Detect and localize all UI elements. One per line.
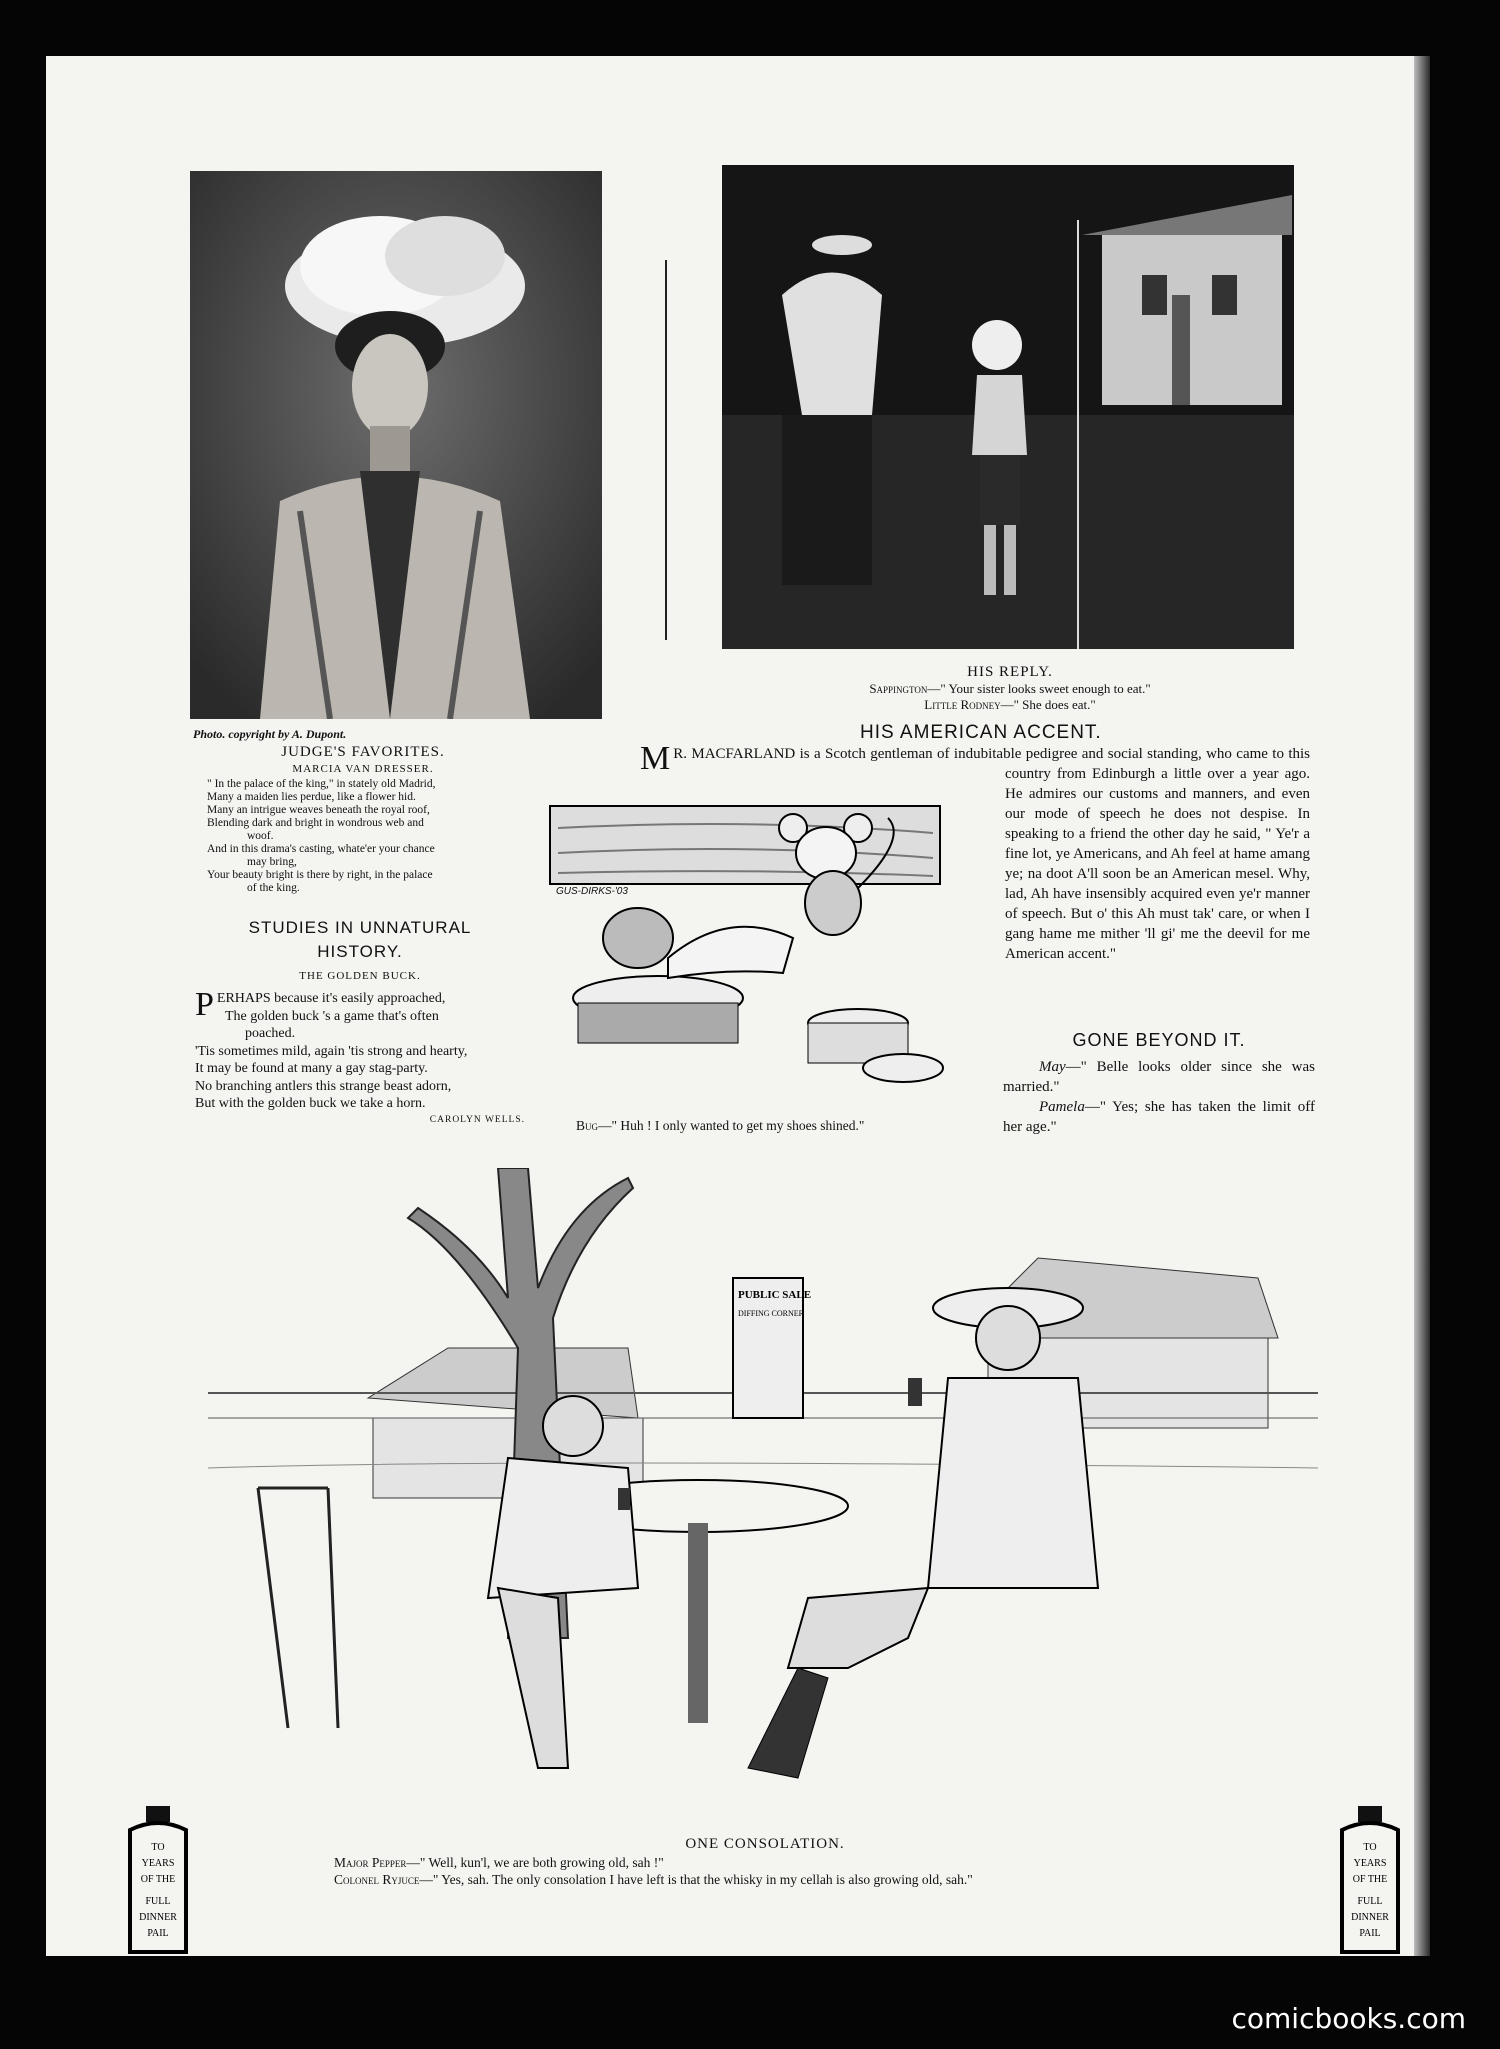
poem-line: woof. [247,830,274,842]
poem-line: may bring, [247,856,297,868]
consolation-title: ONE CONSOLATION. [685,1836,845,1852]
site-watermark[interactable]: comicbooks.com [1231,2002,1466,2035]
garden-photo [722,165,1294,649]
dinner-pail-badge-right [1336,1806,1404,1956]
studies-line: But with the golden buck we take a horn. [195,1096,426,1111]
consolation-dialogue [334,1854,973,1888]
studies-lines [195,986,525,1113]
badge-right-line6: PAIL [1359,1928,1381,1939]
poem-line: Many an intrigue weaves beneath the royal roof, [207,804,430,816]
poem-line: Blending dark and bright in wondrous web and [207,817,424,829]
studies-subtitle: THE GOLDEN BUCK. [299,970,421,982]
studies-author: CAROLYN WELLS. [429,1114,525,1125]
american-accent-title: HIS AMERICAN ACCENT. [860,722,1102,743]
badge-left-line5: DINNER [139,1912,177,1923]
his-reply-caption [740,664,1280,713]
sign-subtitle: DIFFING CORNER [738,1309,805,1318]
favorites-title: JUDGE'S FAVORITES. [281,744,445,760]
favorites-poem [193,778,533,895]
favorites-subject: MARCIA VAN DRESSER. [292,763,434,775]
consolation-line1 [334,1854,973,1871]
badge-left-line1: TO [151,1842,165,1853]
bug-signature: GUS-DIRKS-'03 [556,886,628,897]
gone-beyond-speaker1: May [1039,1059,1066,1075]
column-rule [665,260,667,640]
judges-favorites [193,727,533,895]
studies-line: ERHAPS because it's easily approached, [216,991,446,1006]
photo-credit: Photo. copyright by A. Dupont. [193,727,347,741]
badge-right-line2: YEARS [1353,1858,1387,1869]
consolation-illustration [208,1168,1318,1820]
bug-caption-text: —" Huh ! I only wanted to get my shoes shined." [598,1118,865,1133]
badge-right-line4: FULL [1357,1896,1383,1907]
studies-poem [195,986,525,1113]
badge-right-line3: OF THE [1352,1874,1388,1885]
his-reply-speaker2: Little Rodney [924,697,1001,712]
badge-left-line2: YEARS [141,1858,175,1869]
consolation-text2: —" Yes, sah. The only consolation I have left is that the whisky in my cellah is also growing old, sah." [419,1872,973,1887]
studies-line: No branching antlers this strange beast adorn, [195,1078,452,1094]
sign-title: PUBLIC SALE [738,1289,812,1301]
portrait-photo [190,171,602,719]
badge-left-line4: FULL [145,1896,171,1907]
consolation-line2 [334,1871,973,1888]
gone-beyond [1003,1030,1315,1137]
studies-line: poached. [245,1026,296,1041]
poem-line: " In the palace of the king," in stately old Madrid, [207,778,436,790]
his-reply-text1: —" Your sister looks sweet enough to eat." [927,681,1151,696]
studies-drop-cap: P [195,986,214,1023]
badge-left-line3: OF THE [140,1874,176,1885]
his-reply-line2 [740,697,1280,713]
dinner-pail-badge-left [124,1806,192,1956]
his-reply-title: HIS REPLY. [967,664,1053,680]
consolation-speaker2: Colonel Ryjuce [334,1872,420,1887]
his-reply-speaker1: Sappington [869,681,928,696]
consolation-text1: —" Well, kun'l, we are both growing old, sah !" [406,1855,664,1870]
gone-beyond-line2 [1003,1097,1315,1137]
bug-cartoon [548,798,968,1108]
gone-beyond-text1: —" Belle looks older since she was married." [1003,1059,1315,1095]
gone-beyond-text2: —" Yes; she has taken the limit off her age." [1003,1099,1315,1135]
page-edge-right [1414,56,1430,1956]
his-reply-text2: —" She does eat." [1000,697,1096,712]
badge-right-line5: DINNER [1351,1912,1389,1923]
poem-line: Many a maiden lies perdue, like a flower hid. [207,791,416,803]
gone-beyond-title: GONE BEYOND IT. [1072,1030,1246,1050]
poem-line: of the king. [247,882,300,894]
badge-right-line1: TO [1363,1842,1377,1853]
poem-line: Your beauty bright is there by right, in the palace [207,869,433,881]
gone-beyond-speaker2: Pamela [1039,1099,1085,1115]
studies-section [195,916,525,1125]
poem-line: And in this drama's casting, whate'er your chance [207,843,435,855]
bug-caption-speaker: Bug [576,1118,599,1133]
bug-caption [576,1118,864,1134]
consolation-speaker1: Major Pepper [334,1855,407,1870]
studies-line: The golden buck 's a game that's often [225,1008,439,1024]
studies-line: It may be found at many a gay stag-party. [195,1061,428,1076]
gone-beyond-line1 [1003,1057,1315,1097]
studies-line: 'Tis sometimes mild, again 'tis strong and hearty, [195,1043,468,1059]
accent-drop-cap: M [640,740,671,777]
accent-lead: R. MACFARLAND is a Scotch gentleman of indubitable pedigree and social standing, who came to this country from Edinburgh a little over a year ago. He admires our customs and manners, and even our mode of speech he does not despise. In speaking to a friend the other day he said, " Ye'r a fine lot, ye Americans, and Ah feel at hame amang ye; na doot A'll soon be an American mesel. Why, lad, Ah have insensibly acquired even ye'r manner of speech. But o' this Ah must tak' care, or when I gang hame me mither 'll gi' me the deevil for me American accent." [673,746,1310,962]
his-reply-line1 [740,681,1280,697]
badge-left-line6: PAIL [147,1928,169,1939]
studies-title: STUDIES IN UNNATURAL HISTORY. [248,918,472,961]
